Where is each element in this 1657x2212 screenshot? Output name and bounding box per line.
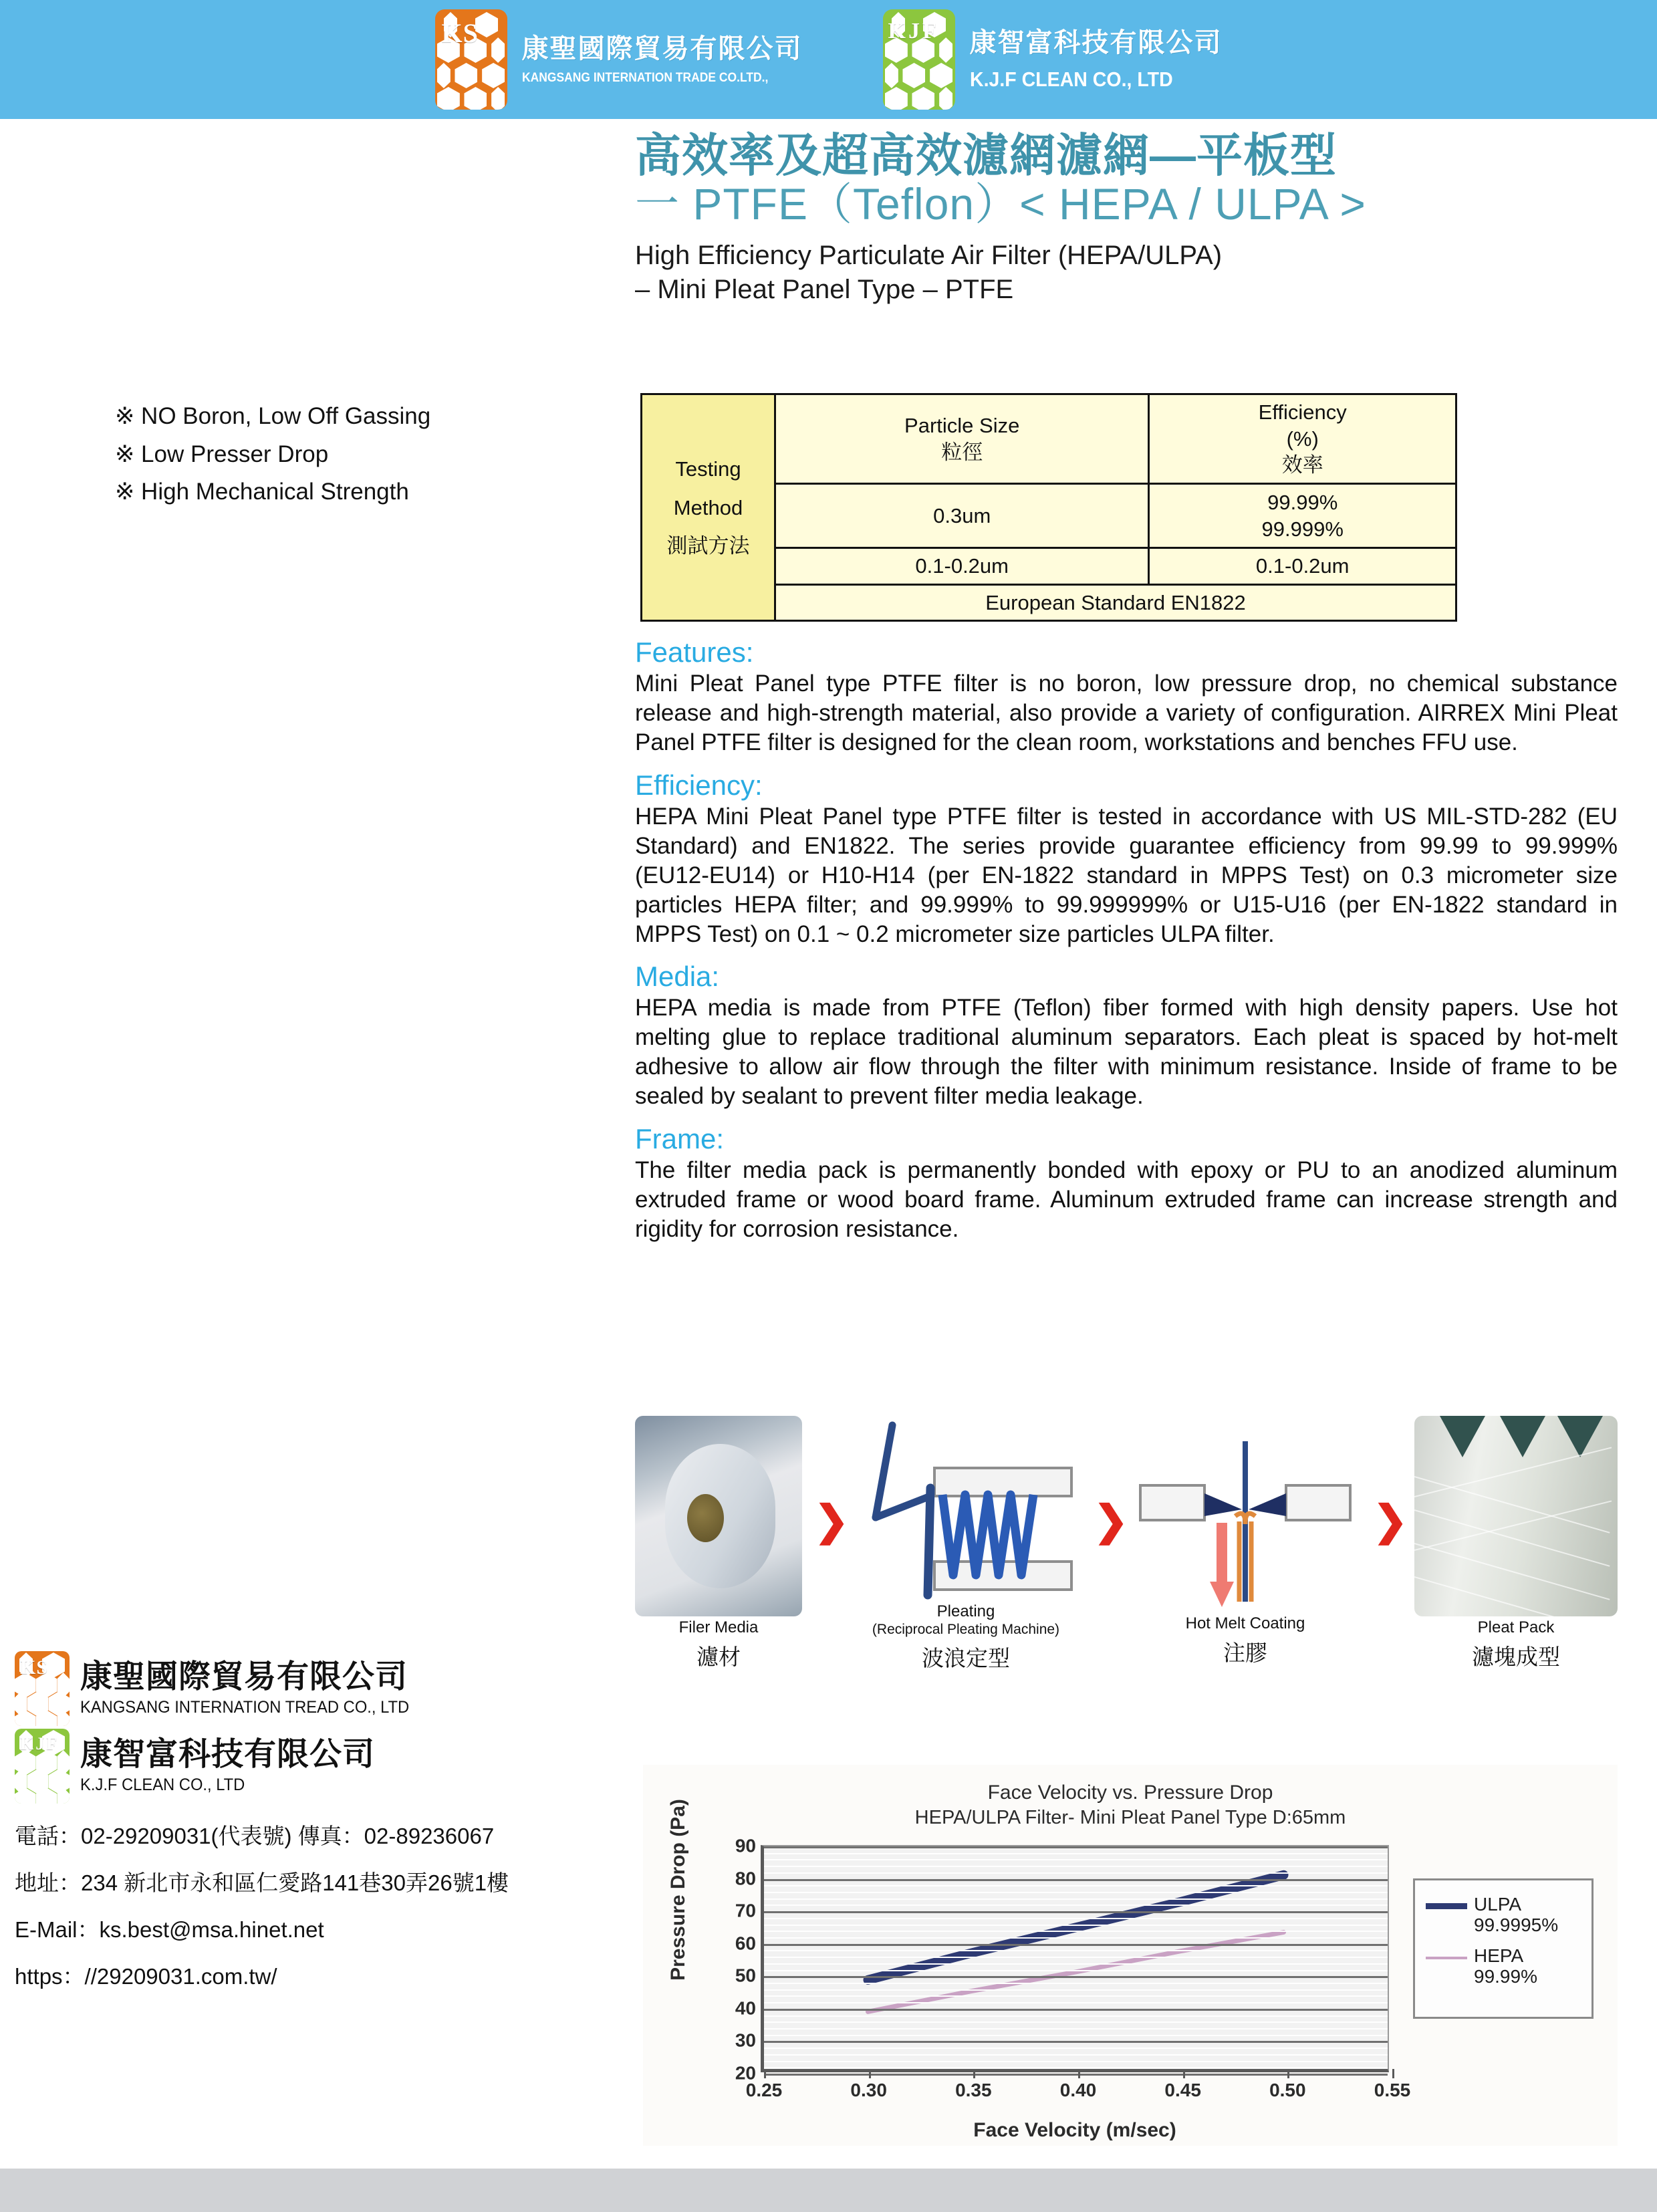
chart-x-tickmark bbox=[869, 2069, 871, 2078]
chart-gridline-minor bbox=[764, 1983, 1388, 1984]
section-features bbox=[635, 636, 1618, 757]
section-body: Mini Pleat Panel type PTFE filter is no boron, low pressure drop, no chemical substance release and high-strength material, also provide a variety of configuration. AIRREX Mini Pleat Panel PTFE filter is designed for the clean room, workstations and benches FFU use. bbox=[635, 670, 1618, 755]
chart-gridline-major bbox=[764, 1846, 1388, 1848]
efficiency-header bbox=[1149, 394, 1456, 484]
footer-kjf-name-en: K.J.F CLEAN CO., LTD bbox=[80, 1775, 245, 1794]
ks-logo-initials: KS bbox=[20, 1656, 49, 1679]
process-caption-pleat-pack bbox=[1414, 1618, 1618, 1671]
ks-name-en: KANGSANG INTERNATION TRADE CO.LTD., bbox=[521, 71, 768, 85]
footer-kjf-text bbox=[80, 1737, 375, 1795]
process-caption-hot-melt bbox=[1130, 1614, 1361, 1667]
chart-x-tickmark bbox=[973, 2069, 975, 2078]
chart-y-axis-label: Pressure Drop (Pa) bbox=[667, 1799, 689, 1981]
legend-text bbox=[1474, 1894, 1558, 1936]
chart-y-tick: 20 bbox=[735, 2062, 756, 2084]
section-heading: Media: bbox=[635, 961, 720, 993]
chart-gridline-minor bbox=[764, 2048, 1388, 2049]
hot-melt-nozzle-icon bbox=[1135, 1416, 1356, 1616]
chart-gridline-minor bbox=[764, 1925, 1388, 1926]
chart-gridline-minor bbox=[764, 2061, 1388, 2062]
kjf-logo-initials: KJF bbox=[888, 19, 939, 43]
chart-y-tick: 40 bbox=[735, 1997, 756, 2019]
title-english-line1: High Efficiency Particulate Air Filter (HEPA/ULPA) bbox=[635, 241, 1223, 271]
footer-contact-block bbox=[15, 1651, 630, 1991]
efficiency-value-line1: 99.99% bbox=[1267, 490, 1338, 514]
product-title-block bbox=[635, 131, 1611, 307]
chart-gridline-minor bbox=[764, 1872, 1388, 1874]
section-efficiency bbox=[635, 769, 1618, 949]
efficiency-header-pct: (%) bbox=[1286, 426, 1319, 451]
ks-name-cn: 康聖國際貿易有限公司 bbox=[521, 34, 803, 64]
chart-subtitle: HEPA/ULPA Filter- Mini Pleat Panel Type D:65mm bbox=[914, 1807, 1346, 1828]
chart-x-tick: 0.25 bbox=[745, 2080, 783, 2100]
legend-swatch bbox=[1426, 1957, 1467, 1959]
legend-text bbox=[1474, 1945, 1537, 1987]
efficiency-value: 0.1-0.2um bbox=[1149, 548, 1456, 585]
hot-melt-coating-diagram bbox=[1135, 1416, 1356, 1616]
chart-x-axis-label: Face Velocity (m/sec) bbox=[973, 2119, 1176, 2141]
method-label-line2: Method bbox=[673, 495, 743, 519]
chart-gridline-minor bbox=[764, 1950, 1388, 1951]
page-header bbox=[0, 0, 1657, 119]
chart-gridline-major bbox=[764, 2041, 1388, 2043]
description-sections bbox=[635, 636, 1618, 1253]
header-brand-ks bbox=[435, 9, 803, 110]
chart-gridline-minor bbox=[764, 1859, 1388, 1860]
efficiency-header-cn: 效率 bbox=[1281, 453, 1323, 477]
caption-cn: 濾塊成型 bbox=[1472, 1644, 1560, 1670]
chart-x-tick: 0.55 bbox=[1374, 2080, 1411, 2100]
caption-en-sub: (Reciprocal Pleating Machine) bbox=[872, 1622, 1060, 1638]
kjf-name-en: K.J.F CLEAN CO., LTD bbox=[969, 68, 1173, 91]
bullet-item: ※ NO Boron, Low Off Gassing bbox=[115, 403, 431, 429]
legend-swatch bbox=[1426, 1903, 1467, 1909]
feature-bullet-list bbox=[115, 398, 623, 511]
chart-gridline-minor bbox=[764, 1898, 1388, 1900]
chart-title-line1: Face Velocity vs. Pressure Drop bbox=[987, 1781, 1273, 1804]
contact-address: 地址：234 新北市永和區仁愛路141巷30弄26號1樓 bbox=[15, 1870, 509, 1895]
ks-logo-initials: KS bbox=[441, 18, 479, 48]
chart-gridline-minor bbox=[764, 1885, 1388, 1886]
chart-gridline-minor bbox=[764, 1995, 1388, 1997]
process-caption-pleating bbox=[842, 1602, 1090, 1673]
kjf-brand-text bbox=[970, 27, 1223, 92]
chart-gridline-minor bbox=[764, 2035, 1388, 2036]
pleating-diagram bbox=[856, 1416, 1076, 1616]
bullet-item: ※ Low Presser Drop bbox=[115, 441, 329, 467]
contact-email[interactable]: E-Mail：ks.best@msa.hinet.net bbox=[15, 1917, 324, 1942]
particle-size-header-en: Particle Size bbox=[904, 413, 1020, 437]
chart-x-tickmark bbox=[1183, 2069, 1185, 2078]
chart-y-tick: 60 bbox=[735, 1933, 756, 1954]
chart-x-tickmark bbox=[1287, 2069, 1289, 2078]
footer-brand-ks bbox=[15, 1651, 630, 1726]
pleating-machine-icon bbox=[856, 1416, 1076, 1616]
bullet-item: ※ High Mechanical Strength bbox=[115, 479, 409, 505]
chart-x-tick: 0.50 bbox=[1269, 2080, 1306, 2100]
kjf-hex-logo-icon bbox=[883, 9, 955, 110]
efficiency-spec-table bbox=[640, 393, 1457, 622]
contact-phone: 電話：02-29209031(代表號) 傳真：02-89236067 bbox=[15, 1824, 495, 1848]
caption-en: Hot Melt Coating bbox=[1185, 1614, 1305, 1632]
kjf-name-cn: 康智富科技有限公司 bbox=[969, 28, 1223, 57]
header-brand-kjf bbox=[883, 9, 1223, 110]
efficiency-header-en: Efficiency bbox=[1258, 400, 1347, 424]
kjf-logo-initials: KJF bbox=[20, 1734, 59, 1753]
ks-brand-text bbox=[522, 33, 803, 86]
chart-x-tick: 0.45 bbox=[1164, 2080, 1201, 2100]
particle-size-value: 0.1-0.2um bbox=[775, 548, 1149, 585]
footer-kjf-name-cn: 康智富科技有限公司 bbox=[80, 1737, 376, 1773]
chart-gridline-minor bbox=[764, 1904, 1388, 1906]
chart-gridline-minor bbox=[764, 1918, 1388, 1919]
caption-en: Filer Media bbox=[678, 1618, 759, 1636]
contact-website[interactable]: https：//29209031.com.tw/ bbox=[15, 1964, 277, 1989]
legend-sublabel: 99.99% bbox=[1474, 1966, 1537, 1987]
footer-ks-name-cn: 康聖國際貿易有限公司 bbox=[80, 1659, 408, 1695]
ks-hex-logo-icon bbox=[435, 9, 507, 110]
legend-name: HEPA bbox=[1474, 1945, 1524, 1966]
manufacturing-process-diagram bbox=[635, 1416, 1618, 1671]
chart-gridline-major bbox=[764, 2009, 1388, 2011]
kjf-hex-logo-icon bbox=[15, 1729, 70, 1804]
footer-ks-text bbox=[80, 1660, 426, 1717]
chart-gridline-major bbox=[764, 1879, 1388, 1881]
section-heading: Features: bbox=[635, 636, 754, 668]
section-frame bbox=[635, 1123, 1618, 1244]
chart-gridline-minor bbox=[764, 2015, 1388, 2017]
chart-gridline-major bbox=[764, 1944, 1388, 1946]
legend-item-hepa bbox=[1426, 1945, 1591, 1987]
caption-cn: 波浪定型 bbox=[922, 1645, 1010, 1671]
caption-cn: 濾材 bbox=[696, 1644, 741, 1670]
chart-legend bbox=[1413, 1878, 1594, 2019]
pressure-drop-chart bbox=[643, 1765, 1618, 2146]
bottom-bar bbox=[0, 2169, 1657, 2212]
pleat-pack-photo bbox=[1414, 1416, 1618, 1616]
process-caption-filter-media bbox=[635, 1618, 802, 1671]
chart-gridline-minor bbox=[764, 1866, 1388, 1867]
chart-x-tick: 0.30 bbox=[850, 2080, 887, 2100]
chart-x-tick: 0.40 bbox=[1059, 2080, 1097, 2100]
process-step-filter-media bbox=[635, 1416, 802, 1616]
ks-hex-logo-icon bbox=[15, 1651, 70, 1726]
chart-x-tickmark bbox=[1078, 2069, 1080, 2078]
chart-gridline-minor bbox=[764, 1892, 1388, 1893]
section-media bbox=[635, 961, 1618, 1111]
chart-gridline-major bbox=[764, 2074, 1388, 2076]
chart-plot-area bbox=[735, 1835, 1411, 2100]
chart-gridline-minor bbox=[764, 1853, 1388, 1854]
chart-title bbox=[643, 1779, 1618, 1831]
particle-size-header bbox=[775, 394, 1149, 484]
chart-gridline-minor bbox=[764, 2054, 1388, 2056]
testing-method-cell bbox=[642, 394, 775, 621]
chart-gridline-minor bbox=[764, 2067, 1388, 2068]
legend-name: ULPA bbox=[1474, 1894, 1522, 1915]
chart-y-tick: 30 bbox=[735, 2030, 756, 2051]
process-step-pleat-pack bbox=[1414, 1416, 1618, 1616]
chart-y-tick: 80 bbox=[735, 1867, 756, 1888]
title-chinese-line1: 高效率及超高效濾網濾網—平板型 bbox=[635, 130, 1337, 181]
particle-size-value: 0.3um bbox=[775, 484, 1149, 548]
method-label-cn: 測試方法 bbox=[666, 533, 750, 558]
chevron-right-icon: ❯ bbox=[814, 1498, 849, 1544]
caption-en: Pleat Pack bbox=[1477, 1618, 1555, 1636]
chart-y-tick: 90 bbox=[735, 1835, 756, 1856]
chart-gridline-major bbox=[764, 1976, 1388, 1978]
chart-gridline-minor bbox=[764, 1970, 1388, 1971]
legend-sublabel: 99.9995% bbox=[1474, 1915, 1559, 1936]
chevron-right-icon: ❯ bbox=[1373, 1498, 1408, 1544]
footer-brand-kjf bbox=[15, 1729, 630, 1804]
standard-cell: European Standard EN1822 bbox=[775, 584, 1456, 621]
title-chinese-line2: 一 PTFE（Teflon）< HEPA / ULPA > bbox=[635, 179, 1366, 229]
chart-gridline-minor bbox=[764, 2028, 1388, 2030]
chart-gridline-minor bbox=[764, 1957, 1388, 1958]
chart-gridline-minor bbox=[764, 2002, 1388, 2003]
chart-gridline-minor bbox=[764, 1931, 1388, 1932]
chart-y-tick: 70 bbox=[735, 1900, 756, 1921]
efficiency-value-line2: 99.999% bbox=[1261, 517, 1344, 541]
title-english-line2: – Mini Pleat Panel Type – PTFE bbox=[635, 275, 1014, 305]
chart-gridline-minor bbox=[764, 1937, 1388, 1939]
method-label-line1: Testing bbox=[675, 457, 741, 481]
efficiency-value bbox=[1149, 484, 1456, 548]
caption-en: Pleating bbox=[936, 1602, 995, 1620]
chevron-right-icon: ❯ bbox=[1094, 1498, 1128, 1544]
section-body: HEPA media is made from PTFE (Teflon) fiber formed with high density papers. Use hot melting glue to replace traditional aluminum separators. Each pleat is spaced by hot-melt adhesive to allow air flow through the filter with minimum resistance. Inside of frame to be sealed by sealant to prevent filter media leakage. bbox=[635, 995, 1618, 1110]
chart-x-tickmark bbox=[764, 2069, 766, 2078]
table-row bbox=[642, 394, 1456, 484]
chart-gridline-minor bbox=[764, 1963, 1388, 1965]
legend-item-ulpa bbox=[1426, 1894, 1591, 1936]
filter-media-photo bbox=[635, 1416, 802, 1616]
chart-x-tick: 0.35 bbox=[955, 2080, 992, 2100]
section-body: The filter media pack is permanently bonded with epoxy or PU to an anodized aluminum extruded frame or wood board frame. Aluminum extruded frame can increase strength and rigidity for corrosion resistance. bbox=[635, 1157, 1618, 1243]
chart-y-tick: 50 bbox=[735, 1965, 756, 1986]
section-body: HEPA Mini Pleat Panel type PTFE filter is tested in accordance with US MIL-STD-282 (EU Standard) and EN1822. The series provide guarantee efficiency from 99.99 to 99.999% (EU12-EU14) or H10-H14 (per EN-1822 standard in MPPS Test) on 0.3 micrometer size particles HEPA filter; and 99.999% to 99.999999% or U15-U16 (per EN-1822 standard in MPPS Test) on 0.1 ~ 0.2 micrometer size particles ULPA filter. bbox=[635, 803, 1618, 947]
footer-ks-name-en: KANGSANG INTERNATION TREAD CO., LTD bbox=[80, 1697, 410, 1717]
section-heading: Frame: bbox=[635, 1123, 725, 1155]
particle-size-header-cn: 粒徑 bbox=[941, 440, 983, 464]
section-heading: Efficiency: bbox=[635, 769, 763, 801]
caption-cn: 注膠 bbox=[1223, 1640, 1267, 1666]
chart-x-tickmark bbox=[1392, 2069, 1394, 2078]
chart-gridline-minor bbox=[764, 1989, 1388, 1991]
chart-gridline-major bbox=[764, 1911, 1388, 1913]
chart-gridline-minor bbox=[764, 2021, 1388, 2023]
